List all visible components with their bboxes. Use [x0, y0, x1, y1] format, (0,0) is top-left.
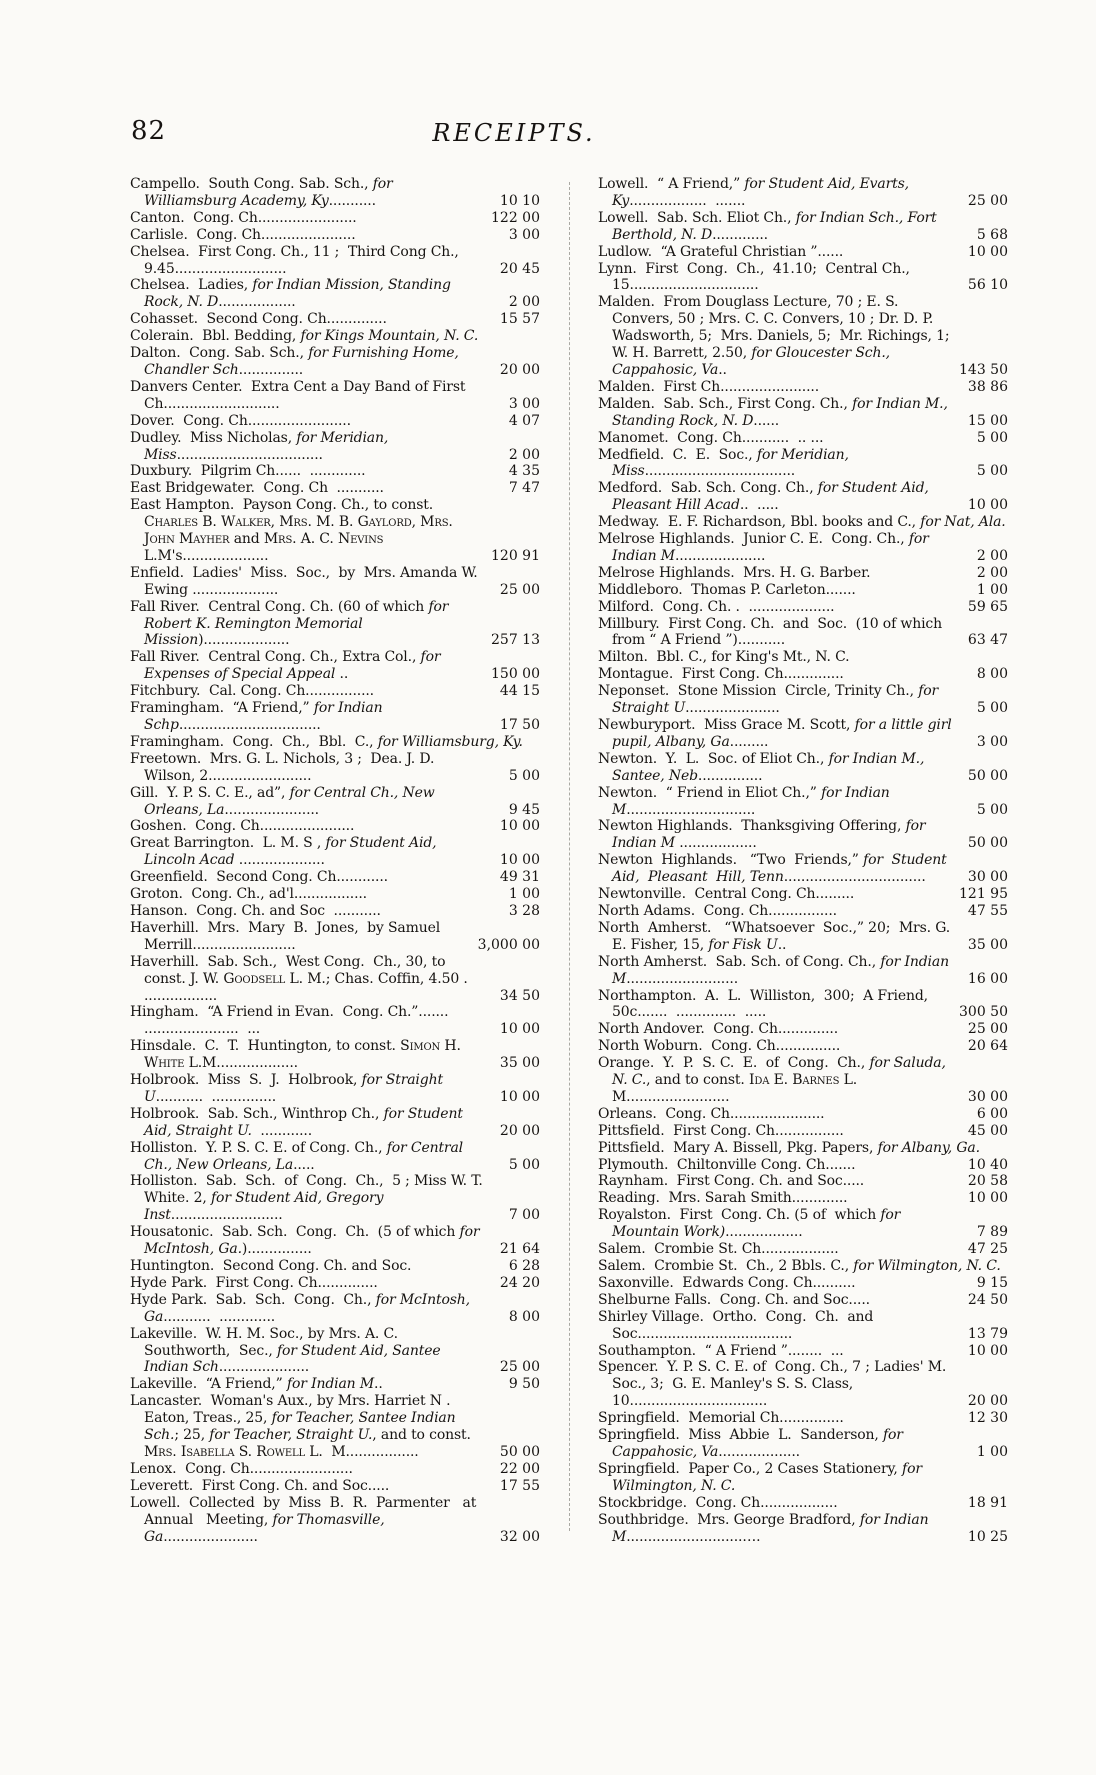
receipt-entry	[598, 717, 1008, 751]
receipt-amount: 5 00	[508, 1156, 540, 1173]
receipt-entry	[598, 1190, 1008, 1207]
receipt-entry	[130, 1275, 540, 1292]
receipt-amount: 9 50	[508, 1376, 540, 1393]
receipt-entry	[598, 1258, 1008, 1275]
receipt-entry	[598, 1241, 1008, 1258]
receipt-amount: 12 30	[967, 1410, 1008, 1427]
receipt-entry	[598, 666, 1008, 683]
receipt-entry-text: Enfield. Ladies' Miss. Soc., by Mrs. Amanda W. Ewing ....................	[130, 564, 482, 598]
page-header	[0, 0, 1096, 168]
receipt-entry-text: Great Barrington. L. M. S , for Student Aid, Lincoln Acad ....................	[130, 835, 441, 869]
receipt-entry-text: Hanson. Cong. Ch. and Soc ...........	[130, 902, 381, 919]
receipt-amount: 15 00	[967, 412, 1008, 429]
receipt-amount: 20 00	[499, 361, 540, 378]
receipt-entry	[130, 1258, 540, 1275]
receipt-entry-text: Medford. Sab. Sch. Cong. Ch., for Student Aid, Pleasant Hill Acad.. .....	[598, 480, 934, 514]
receipt-amount: 30 00	[967, 869, 1008, 886]
receipt-amount: 3 00	[508, 226, 540, 243]
receipt-entry-text: Southampton. “ A Friend ”........ ...	[598, 1342, 844, 1359]
receipt-entry	[598, 396, 1008, 430]
receipt-amount: 3,000 00	[477, 936, 540, 953]
receipt-amount: 6 28	[508, 1258, 540, 1274]
receipt-entry-text: Shelburne Falls. Cong. Ch. and Soc.....	[598, 1291, 870, 1308]
receipt-entry	[130, 379, 540, 413]
receipt-amount: 1 00	[508, 886, 540, 903]
receipt-entry-text: North Adams. Cong. Ch................	[598, 902, 837, 919]
receipt-entry	[130, 785, 540, 819]
receipt-entry-text: Malden. From Douglass Lecture, 70 ; E. S. Convers, 50 ; Mrs. C. C. Convers, 10 ; Dr. D. P. Wadsworth, 5; Mrs. Daniels, 5; Mr. Richings, 1; W. H. Barrett, 2.50, for Gloucester Sch., Cappahosic, Va..	[598, 294, 959, 378]
receipt-entry-text: Lenox. Cong. Ch........................	[130, 1460, 353, 1477]
receipt-amount: 24 20	[499, 1274, 540, 1291]
page-number: 82	[131, 116, 167, 146]
receipt-entry	[598, 447, 1008, 481]
receipt-amount: 10 40	[967, 1156, 1008, 1173]
receipt-entry	[130, 1495, 540, 1546]
receipt-entry	[598, 1309, 1008, 1343]
receipt-entry-text: Neponset. Stone Mission Circle, Trinity Ch., for Straight U......................	[598, 683, 943, 717]
receipt-entry-text: North Andover. Cong. Ch..............	[598, 1021, 839, 1038]
receipt-amount: 50 00	[967, 835, 1008, 852]
receipt-entry-text: Reading. Mrs. Sarah Smith.............	[598, 1190, 848, 1207]
receipt-amount: 20 00	[967, 1393, 1008, 1410]
receipt-entry	[130, 1478, 540, 1495]
receipt-entry	[598, 1495, 1008, 1512]
receipt-entry-text: Lancaster. Woman's Aux., by Mrs. Harriet N . Eaton, Treas., 25, for Teacher, Santee Indian Sch.; 25, for Teacher, Straight U., and to const. Mrs. Isabella S. Rowell L. M.................	[130, 1393, 476, 1460]
receipt-entry-text: Fall River. Central Cong. Ch., Extra Col., for Expenses of Special Appeal ..	[130, 649, 445, 683]
receipt-amount: 2 00	[976, 564, 1008, 581]
receipt-amount: 9 15	[976, 1274, 1008, 1291]
receipt-entry-text: East Hampton. Payson Cong. Ch., to const. Charles B. Walker, Mrs. M. B. Gaylord, Mrs. John Mayher and Mrs. A. C. Nevins L.M's....................	[130, 497, 458, 564]
receipt-entry-text: Pittsfield. First Cong. Ch................	[598, 1122, 844, 1139]
receipt-amount: 20 64	[967, 1038, 1008, 1055]
receipt-amount: 150 00	[491, 666, 540, 683]
receipt-entry	[598, 261, 1008, 295]
receipt-entry	[130, 954, 540, 1005]
receipt-entry-text: Royalston. First Cong. Ch. (5 of which for Mountain Work)..................	[598, 1207, 905, 1241]
receipt-amount: 1 00	[976, 581, 1008, 598]
receipt-amount: 2 00	[976, 547, 1008, 564]
receipt-entry	[130, 1376, 540, 1393]
receipt-entry-text: Spencer. Y. P. S. C. E. of Cong. Ch., 7 ; Ladies' M. Soc., 3; G. E. Manley's S. S. Class, 10................................	[598, 1359, 951, 1410]
receipt-entry-text: Hingham. “A Friend in Evan. Cong. Ch.”....... ...................... ...	[130, 1004, 458, 1038]
receipt-amount: 120 91	[491, 547, 540, 564]
receipt-entry-text: Canton. Cong. Ch.......................	[130, 209, 357, 226]
receipt-amount: 5 00	[976, 801, 1008, 818]
receipt-entry-text: Millbury. First Cong. Ch. and Soc. (10 of which from “ A Friend ”)...........	[598, 615, 947, 649]
receipt-entry-text: Newburyport. Miss Grace M. Scott, for a little girl pupil, Albany, Ga.........	[598, 717, 956, 750]
receipt-entry-text: Newton. Y. L. Soc. of Eliot Ch., for Indian M., Santee, Neb...............	[598, 750, 929, 784]
receipt-amount: 13 79	[967, 1325, 1008, 1342]
receipt-amount: 25 00	[499, 581, 540, 598]
receipt-entry-text: Fitchbury. Cal. Cong. Ch................	[130, 683, 374, 700]
receipt-amount: 20 58	[967, 1173, 1008, 1190]
receipt-entry	[130, 700, 540, 734]
receipt-amount: 20 45	[499, 260, 540, 277]
receipt-entry	[130, 277, 540, 311]
receipt-entry-text: Melrose Highlands. Mrs. H. G. Barber.	[598, 564, 871, 581]
receipt-entry	[130, 210, 540, 227]
receipt-entry	[598, 565, 1008, 582]
receipt-entry	[598, 903, 1008, 920]
receipt-entry	[598, 1055, 1008, 1106]
receipt-entry-text: Hyde Park. Sab. Sch. Cong. Ch., for McIntosh, Ga........... .............	[130, 1291, 475, 1325]
receipt-entry	[130, 1292, 540, 1326]
receipt-entry	[130, 683, 540, 700]
receipt-amount: 35 00	[967, 936, 1008, 953]
receipt-amount: 16 00	[967, 970, 1008, 987]
receipt-entry	[130, 413, 540, 430]
receipt-entry-text: Southbridge. Mrs. George Bradford, for Indian M...........................….	[598, 1511, 933, 1545]
receipt-amount: 5 00	[976, 700, 1008, 717]
receipt-amount: 10 10	[499, 192, 540, 209]
receipt-entry-text: Cohasset. Second Cong. Ch..............	[130, 311, 387, 328]
receipt-entry-text: Melrose Highlands. Junior C. E. Cong. Ch., for Indian M.....................	[598, 531, 934, 564]
receipt-entry-text: Gill. Y. P. S. C. E., ad”, for Central Ch., New Orleans, La......................	[130, 784, 439, 818]
receipt-entry-text: Ludlow. “A Grateful Christian ”......	[598, 243, 844, 260]
receipt-amount: 17 55	[499, 1477, 540, 1494]
receipt-amount: 25 00	[499, 1359, 540, 1376]
receipt-amount: 1 00	[976, 1443, 1008, 1460]
receipt-entry	[598, 886, 1008, 903]
receipt-amount: 7 00	[508, 1207, 540, 1224]
receipt-entry	[598, 1157, 1008, 1174]
receipt-amount: 10 00	[967, 1342, 1008, 1359]
receipts-columns	[130, 176, 1008, 1545]
receipt-amount: 10 00	[967, 243, 1008, 260]
receipt-entry	[598, 1038, 1008, 1055]
receipt-entry-text: Duxbury. Pilgrim Ch...... .............	[130, 463, 366, 480]
receipt-amount: 10 00	[499, 818, 540, 835]
receipt-entry	[598, 294, 1008, 379]
receipt-entry	[598, 1123, 1008, 1140]
receipt-entry-text: Lowell. “ A Friend,” for Student Aid, Evarts, Ky.................. .......	[598, 176, 914, 209]
receipt-amount: 32 00	[499, 1528, 540, 1545]
receipt-entry	[130, 430, 540, 464]
receipt-amount: 5 68	[976, 226, 1008, 243]
receipt-entry	[130, 1004, 540, 1038]
receipt-entry-text: Goshen. Cong. Ch......................	[130, 818, 355, 835]
receipt-entry	[598, 1021, 1008, 1038]
receipt-entry-text: Holliston. Sab. Sch. of Cong. Ch., 5 ; Miss W. T. White. 2, for Student Aid, Gregory Inst..........................	[130, 1173, 488, 1224]
receipt-entry	[130, 649, 540, 683]
receipt-amount: 143 50	[959, 361, 1008, 378]
receipt-entry	[598, 785, 1008, 819]
receipt-entry-text: Campello. South Cong. Sab. Sch., for Williamsburg Academy, Ky...........	[130, 176, 397, 209]
receipt-entry-text: East Bridgewater. Cong. Ch ...........	[130, 480, 384, 497]
receipt-amount: 6 00	[976, 1105, 1008, 1122]
receipt-amount: 5 00	[976, 463, 1008, 480]
receipt-amount: 5 00	[508, 767, 540, 784]
receipt-entry	[130, 176, 540, 210]
receipt-entry-text: Saxonville. Edwards Cong. Ch..........	[598, 1274, 856, 1291]
receipt-entry	[598, 751, 1008, 785]
receipt-entry	[130, 903, 540, 920]
receipt-entry	[598, 1173, 1008, 1190]
left-column	[130, 176, 540, 1545]
receipt-entry	[130, 565, 540, 599]
receipt-amount: 45 00	[967, 1122, 1008, 1139]
receipt-entry	[598, 1275, 1008, 1292]
receipt-entry	[598, 1140, 1008, 1157]
receipt-entry-text: Framingham. Cong. Ch., Bbl. C., for Williamsburg, Ky.	[130, 733, 523, 750]
receipt-entry-text: Greenfield. Second Cong. Ch............	[130, 869, 388, 886]
receipt-entry-text: Lynn. First Cong. Ch., 41.10; Central Ch., 15..............................	[598, 260, 915, 294]
receipt-entry	[598, 582, 1008, 599]
receipt-entry	[130, 1224, 540, 1258]
receipt-entry	[130, 1393, 540, 1461]
receipt-entry	[598, 1207, 1008, 1241]
receipt-entry	[130, 751, 540, 785]
receipt-entry-text: Holbrook. Sab. Sch., Winthrop Ch., for Student Aid, Straight U. ............	[130, 1105, 468, 1139]
receipt-amount: 17 50	[499, 717, 540, 733]
receipt-entry	[130, 599, 540, 650]
receipt-entry	[130, 1038, 540, 1072]
receipt-amount: 4 35	[508, 463, 540, 480]
receipt-entry-text: Newton. “ Friend in Eliot Ch.,” for Indian M..............................	[598, 784, 894, 818]
receipt-entry-text: Plymouth. Chiltonville Cong. Ch.......	[598, 1156, 856, 1173]
receipt-entry	[598, 1427, 1008, 1461]
receipt-entry	[598, 649, 1008, 666]
receipt-amount: 10 00	[967, 497, 1008, 514]
receipt-entry	[130, 1140, 540, 1174]
receipt-entry	[130, 480, 540, 497]
receipt-amount: 3 00	[976, 733, 1008, 750]
receipt-entry-text: Lakeville. W. H. M. Soc., by Mrs. A. C. Southworth, Sec., for Student Aid, Santee Indian Sch.....................	[130, 1325, 445, 1376]
receipt-amount: 59 65	[967, 598, 1008, 615]
receipt-entry-text: Newtonville. Central Cong. Ch.........	[598, 886, 855, 903]
receipt-entry-text: Holliston. Y. P. S. C. E. of Cong. Ch., for Central Ch., New Orleans, La.....	[130, 1139, 468, 1173]
receipt-amount: 25 00	[967, 1021, 1008, 1038]
receipt-amount: 10 00	[499, 852, 540, 869]
receipt-entry-text: Medfield. C. E. Soc., for Meridian, Miss...................................	[598, 446, 854, 480]
receipt-amount: 10 25	[967, 1528, 1008, 1545]
receipt-amount: 10 00	[499, 1021, 540, 1038]
receipt-entry	[130, 345, 540, 379]
receipt-amount: 20 00	[499, 1122, 540, 1139]
receipt-entry-text: Haverhill. Sab. Sch., West Cong. Ch., 30, to const. J. W. Goodsell L. M.; Chas. Coffin, 4.50 . .................	[130, 953, 477, 1004]
receipt-entry	[598, 1359, 1008, 1410]
receipt-amount: 257 13	[491, 632, 540, 649]
receipt-amount: 25 00	[967, 192, 1008, 209]
receipt-entry	[130, 1072, 540, 1106]
receipt-entry-text: Hyde Park. First Cong. Ch..............	[130, 1274, 378, 1291]
receipt-entry	[130, 1106, 540, 1140]
receipt-amount: 121 95	[959, 886, 1008, 903]
receipt-entry	[598, 531, 1008, 565]
receipt-entry-text: Haverhill. Mrs. Mary B. Jones, by Samuel Merrill........................	[130, 919, 445, 953]
receipt-entry	[130, 328, 540, 345]
receipt-entry	[598, 988, 1008, 1022]
receipt-amount: 35 00	[499, 1055, 540, 1072]
receipt-entry-text: Chelsea. First Cong. Ch., 11 ; Third Cong Ch., 9.45..........................	[130, 243, 464, 277]
receipt-entry	[598, 616, 1008, 650]
receipt-entry-text: Springfield. Paper Co., 2 Cases Stationery, for Wilmington, N. C.	[598, 1460, 927, 1494]
receipt-entry	[130, 463, 540, 480]
receipt-entry	[598, 1461, 1008, 1495]
receipt-entry	[598, 1512, 1008, 1546]
receipt-entry	[130, 1173, 540, 1224]
receipt-amount: 300 50	[959, 1004, 1008, 1021]
receipt-entry	[130, 734, 540, 751]
receipt-entry	[598, 1410, 1008, 1427]
receipt-entry-text: Danvers Center. Extra Cent a Day Band of First Ch...........................	[130, 378, 470, 412]
receipt-entry	[130, 497, 540, 565]
receipt-amount: 50 00	[499, 1443, 540, 1460]
receipt-entry	[130, 1461, 540, 1478]
receipt-amount: 30 00	[967, 1088, 1008, 1105]
receipt-entry	[130, 835, 540, 869]
receipt-entry-text: Stockbridge. Cong. Ch..................	[598, 1494, 838, 1511]
receipt-entry-text: Colerain. Bbl. Bedding, for Kings Mountain, N. C.	[130, 328, 479, 345]
receipt-entry-text: Pittsfield. Mary A. Bissell, Pkg. Papers, for Albany, Ga.	[598, 1139, 980, 1156]
receipt-amount: 63 47	[967, 632, 1008, 649]
receipt-entry-text: Springfield. Miss Abbie L. Sanderson, for Cappahosic, Va...................	[598, 1427, 908, 1460]
receipt-amount: 4 07	[508, 412, 540, 429]
receipt-entry	[598, 379, 1008, 396]
receipt-amount: 8 00	[976, 666, 1008, 683]
receipt-entry-text: Fall River. Central Cong. Ch. (60 of which for Robert K. Remington Memorial Mission)....................	[130, 598, 453, 649]
page-title: RECEIPTS.	[432, 119, 596, 147]
receipt-entry-text: Leverett. First Cong. Ch. and Soc.....	[130, 1477, 390, 1494]
receipt-entry-text: Medway. E. F. Richardson, Bbl. books and C., for Nat, Ala.	[598, 514, 1006, 531]
receipt-amount: 50 00	[967, 767, 1008, 784]
receipt-entry-text: Malden. First Ch.......................	[598, 378, 820, 395]
receipt-amount: 7 89	[976, 1224, 1008, 1241]
receipt-amount: 18 91	[967, 1494, 1008, 1511]
receipt-entry	[130, 920, 540, 954]
receipt-amount: 22 00	[499, 1460, 540, 1477]
receipt-amount: 3 00	[508, 395, 540, 412]
receipt-entry	[130, 818, 540, 835]
receipt-entry-text: Salem. Crombie St. Ch..................	[598, 1241, 839, 1258]
receipt-entry	[598, 1106, 1008, 1123]
receipt-entry	[598, 852, 1008, 886]
receipt-entry-text: Framingham. “A Friend,” for Indian Schp.................................	[130, 700, 387, 733]
receipt-entry-text: Malden. Sab. Sch., First Cong. Ch., for Indian M., Standing Rock, N. D......	[598, 395, 953, 429]
receipt-entry	[130, 886, 540, 903]
receipt-entry	[130, 869, 540, 886]
receipt-amount: 44 15	[499, 683, 540, 700]
receipt-amount: 122 00	[491, 209, 540, 226]
receipt-entry-text: Northampton. A. L. Williston, 300; A Friend, 50c....... .............. .....	[598, 987, 933, 1021]
receipt-entry-text: Milford. Cong. Ch. . ....................	[598, 598, 835, 615]
receipt-amount: 10 00	[967, 1190, 1008, 1207]
receipt-entry	[130, 311, 540, 328]
receipt-amount: 2 00	[508, 446, 540, 463]
receipt-amount: 7 47	[508, 480, 540, 497]
receipt-amount: 34 50	[499, 987, 540, 1004]
receipt-entry	[598, 176, 1008, 210]
receipt-entry-text: Milton. Bbl. C., for King's Mt., N. C.	[598, 649, 850, 666]
receipt-entry-text: Dover. Cong. Ch........................	[130, 412, 351, 429]
receipt-entry-text: Springfield. Memorial Ch...............	[598, 1410, 844, 1427]
receipt-entry	[130, 244, 540, 278]
receipt-entry-text: Chelsea. Ladies, for Indian Mission, Standing Rock, N. D..................	[130, 277, 456, 311]
receipt-entry-text: Montague. First Cong. Ch..............	[598, 666, 844, 683]
receipt-entry-text: North Amherst. Sab. Sch. of Cong. Ch., for Indian M..........................	[598, 953, 954, 987]
column-divider	[569, 182, 570, 1531]
receipt-entry-text: Newton Highlands. “Two Friends,” for Student Aid, Pleasant Hill, Tenn.................................	[598, 852, 956, 886]
receipt-entry-text: Holbrook. Miss S. J. Holbrook, for Straight U........... ...............	[130, 1072, 448, 1105]
receipt-amount: 15 57	[499, 311, 540, 328]
receipt-entry	[598, 430, 1008, 447]
receipt-amount: 24 50	[967, 1291, 1008, 1308]
receipt-entry-text: Dudley. Miss Nicholas, for Meridian, Miss..................................	[130, 429, 393, 463]
receipt-entry-text: Orleans. Cong. Ch......................	[598, 1105, 825, 1122]
receipt-entry-text: Manomet. Cong. Ch........... .. ...	[598, 429, 824, 446]
receipt-entry	[130, 227, 540, 244]
receipt-amount: 2 00	[508, 294, 540, 311]
receipt-entry	[598, 244, 1008, 261]
receipt-amount: 38 86	[967, 378, 1008, 395]
receipt-entry-text: Lakeville. “A Friend,” for Indian M..	[130, 1376, 383, 1393]
receipt-entry-text: Freetown. Mrs. G. L. Nichols, 3 ; Dea. J. D. Wilson, 2........................	[130, 750, 439, 784]
receipt-entry	[598, 1343, 1008, 1360]
receipt-amount: 49 31	[499, 869, 540, 886]
receipt-entry	[598, 514, 1008, 531]
receipt-entry-text: Raynham. First Cong. Ch. and Soc.....	[598, 1173, 865, 1190]
receipt-entry-text: Shirley Village. Ortho. Cong. Ch. and Soc....................................	[598, 1308, 878, 1342]
receipt-entry-text: Dalton. Cong. Sab. Sch., for Furnishing Home, Chandler Sch...............	[130, 345, 463, 378]
receipt-entry-text: Hinsdale. C. T. Huntington, to const. Simon H. White L.M...................	[130, 1038, 466, 1072]
receipt-entry-text: Lowell. Collected by Miss B. R. Parmenter at Annual Meeting, for Thomasville, Ga......................	[130, 1494, 490, 1545]
receipt-entry-text: Lowell. Sab. Sch. Eliot Ch., for Indian Sch., Fort Berthold, N. D.............	[598, 209, 941, 243]
receipt-amount: 47 25	[967, 1241, 1008, 1258]
receipt-entry-text: Middleboro. Thomas P. Carleton.......	[598, 581, 856, 598]
receipt-amount: 21 64	[499, 1241, 540, 1258]
receipt-entry	[598, 920, 1008, 954]
receipt-entry	[598, 818, 1008, 852]
receipt-amount: 56 10	[967, 277, 1008, 294]
right-column	[598, 176, 1008, 1545]
receipt-entry	[598, 954, 1008, 988]
receipt-amount: 3 28	[508, 902, 540, 919]
receipt-entry	[130, 1326, 540, 1377]
receipt-entry	[598, 683, 1008, 717]
receipt-entry-text: Huntington. Second Cong. Ch. and Soc.	[130, 1258, 412, 1274]
receipt-amount: 9 45	[508, 801, 540, 818]
receipt-entry-text: Groton. Cong. Ch., ad'l.................	[130, 886, 367, 903]
receipt-entry	[598, 1292, 1008, 1309]
receipt-amount: 5 00	[976, 429, 1008, 446]
receipt-entry-text: Orange. Y. P. S. C. E. of Cong. Ch., for Saluda, N. C., and to const. Ida E. Barnes L. M........................	[598, 1055, 951, 1105]
receipt-entry-text: Housatonic. Sab. Sch. Cong. Ch. (5 of which for McIntosh, Ga.)...............	[130, 1224, 484, 1258]
receipt-entry-text: North Woburn. Cong. Ch...............	[598, 1038, 841, 1055]
receipt-amount: 47 55	[967, 902, 1008, 919]
receipt-entry-text: Salem. Crombie St. Ch., 2 Bbls. C., for Wilmington, N. C.	[598, 1258, 1001, 1274]
receipt-amount: 10 00	[499, 1088, 540, 1105]
receipt-entry-text: North Amherst. “Whatsoever Soc.,” 20; Mrs. G. E. Fisher, 15, for Fisk U..	[598, 919, 955, 953]
receipt-entry-text: Carlisle. Cong. Ch......................	[130, 226, 356, 243]
receipt-entry-text: Newton Highlands. Thanksgiving Offering, for Indian M ..................	[598, 818, 930, 852]
receipt-entry	[598, 480, 1008, 514]
receipt-amount: 8 00	[508, 1308, 540, 1325]
receipt-entry	[598, 599, 1008, 616]
receipt-entry	[598, 210, 1008, 244]
